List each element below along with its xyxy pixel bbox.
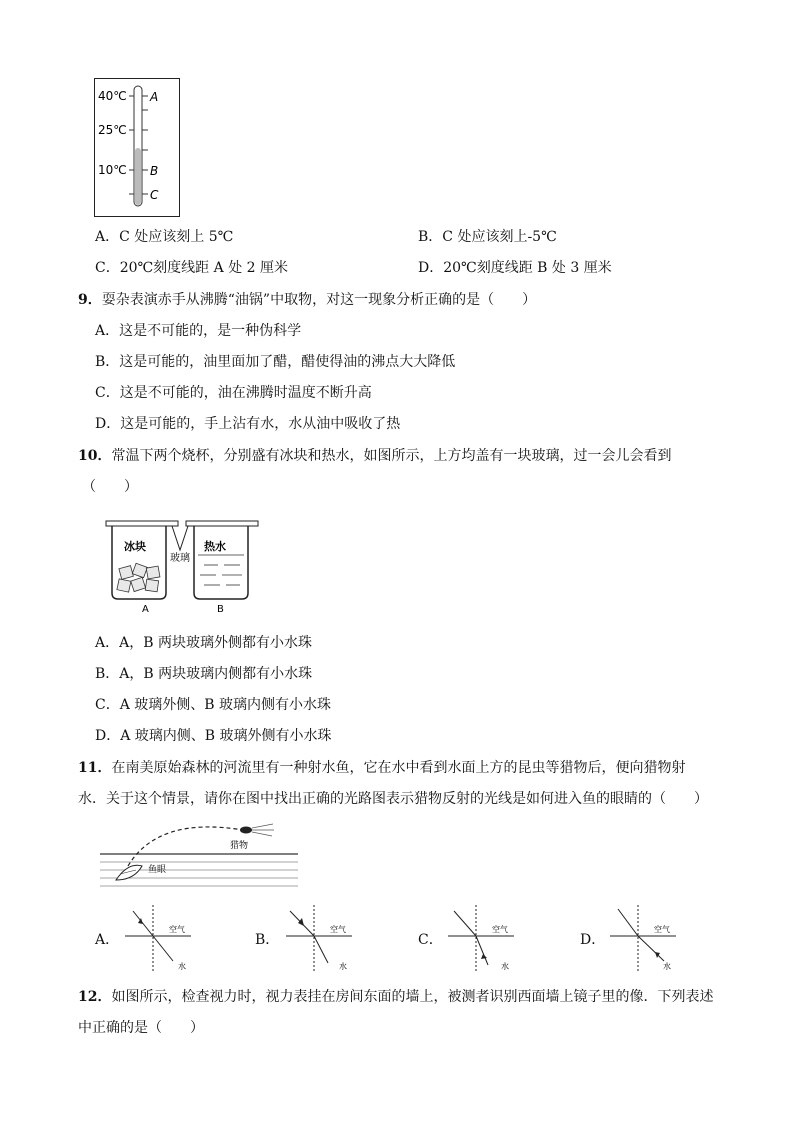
q11-option-b-diagram xyxy=(284,903,354,973)
q9-option-c: C．这是不可能的，油在沸腾时温度不断升高 xyxy=(95,385,372,401)
water-label: 水 xyxy=(501,962,509,971)
archerfish-figure xyxy=(98,822,303,892)
thermo-mark-b: B xyxy=(150,164,159,178)
q11-option-d-diagram xyxy=(608,903,678,973)
water-label: 水 xyxy=(663,962,671,971)
q12-stem xyxy=(78,988,713,1006)
beaker-a-label: A xyxy=(142,604,149,615)
prey-label: 猎物 xyxy=(230,841,249,851)
q9-option-b: B．这是可能的，油里面加了醋，醋使得油的沸点大大降低 xyxy=(95,354,456,370)
q11-number: 11． xyxy=(78,760,112,776)
q10-text-1: 常温下两个烧杯，分别盛有冰块和热水，如图所示，上方均盖有一块玻璃，过一会儿会看到 xyxy=(111,448,672,464)
q11-text-1: 在南美原始森林的河流里有一种射水鱼，它在水中看到水面上方的昆虫等猎物后，便向猎物射 xyxy=(111,760,686,776)
q12-text-1: 如图所示，检查视力时，视力表挂在房间东面的墙上，被测者识别西面墙上镜子里的像．下列表述 xyxy=(111,989,714,1005)
thermo-mark-c: C xyxy=(150,188,159,202)
thermometer-figure xyxy=(94,78,180,218)
beakers-figure xyxy=(100,515,270,615)
glass-label: 玻璃 xyxy=(170,553,190,564)
thermo-label-25: 25℃ xyxy=(98,123,127,137)
q8-option-b: B．C 处应该刻上-5℃ xyxy=(418,229,557,245)
q9-option-d: D．这是可能的，手上沾有水，水从油中吸收了热 xyxy=(95,416,401,432)
q8-option-d: D．20℃刻度线距 B 处 3 厘米 xyxy=(418,260,612,276)
q10-text-2: （ ） xyxy=(82,479,138,495)
q11-option-c-letter: C． xyxy=(418,932,443,948)
q11-option-b-letter: B． xyxy=(255,932,280,948)
q11-stem xyxy=(78,759,685,777)
q11-option-a-diagram xyxy=(123,903,193,973)
water-label: 水 xyxy=(339,962,347,971)
q11-option-c-diagram xyxy=(446,903,516,973)
air-label: 空气 xyxy=(654,925,670,934)
thermo-mark-a: A xyxy=(150,90,159,104)
air-label: 空气 xyxy=(330,925,346,934)
q12-number: 12． xyxy=(78,989,112,1005)
q10-stem xyxy=(78,447,671,465)
q9-option-a: A．这是不可能的，是一种伪科学 xyxy=(95,323,302,339)
q11-option-a-letter: A． xyxy=(95,932,120,948)
thermo-label-10: 10℃ xyxy=(98,163,127,177)
q10-option-b: B．A，B 两块玻璃内侧都有小水珠 xyxy=(95,666,313,682)
q10-option-a: A．A，B 两块玻璃外侧都有小水珠 xyxy=(95,635,312,651)
q10-option-d: D．A 玻璃内侧、B 玻璃外侧有小水珠 xyxy=(95,728,332,744)
thermo-label-40: 40℃ xyxy=(98,89,127,103)
q11-text-2: 水．关于这个情景，请你在图中找出正确的光路图表示猎物反射的光线是如何进入鱼的眼睛的（ ） xyxy=(78,791,708,807)
beaker-b-label: B xyxy=(217,604,224,615)
ice-label: 冰块 xyxy=(124,540,146,553)
q9-stem xyxy=(78,291,536,309)
q10-option-c: C．A 玻璃外侧、B 玻璃内侧有小水珠 xyxy=(95,697,332,713)
q9-number: 9． xyxy=(78,292,102,308)
fish-eye-label: 鱼眼 xyxy=(148,865,167,875)
q12-text-2: 中正确的是（ ） xyxy=(78,1020,204,1036)
q8-option-c: C．20℃刻度线距 A 处 2 厘米 xyxy=(95,260,289,276)
q11-option-d-letter: D． xyxy=(580,932,606,948)
hot-water-label: 热水 xyxy=(204,540,226,553)
q10-number: 10． xyxy=(78,448,112,464)
water-label: 水 xyxy=(178,962,186,971)
air-label: 空气 xyxy=(169,925,185,934)
air-label: 空气 xyxy=(492,925,508,934)
q8-option-a: A．C 处应该刻上 5℃ xyxy=(95,229,234,245)
q9-text: 耍杂表演赤手从沸腾“油锅”中取物，对这一现象分析正确的是（ ） xyxy=(101,292,537,308)
